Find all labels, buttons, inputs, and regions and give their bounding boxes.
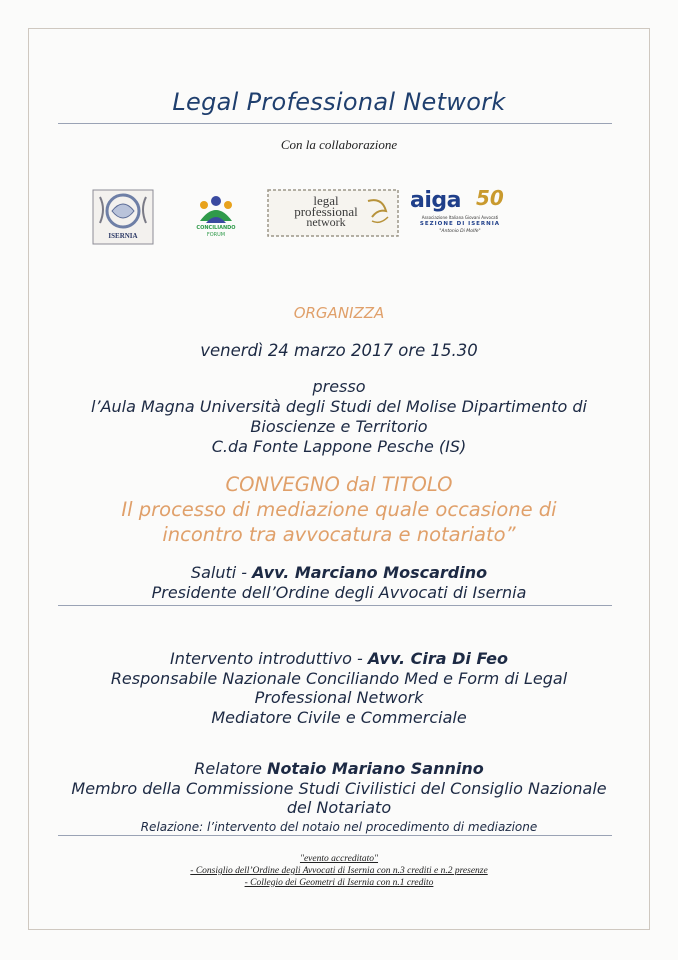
conciliando-logo-label: CONCILIANDO [196, 225, 236, 231]
isernia-bar-logo-label: ISERNIA [108, 232, 138, 240]
aiga-logo-line3: "Antonio Di Molfe" [439, 229, 481, 234]
relatore-name: Notaio Mariano Sannino [267, 759, 484, 778]
accreditation-footer [0, 853, 678, 889]
relatore-block [0, 759, 678, 837]
saluti-divider [58, 605, 612, 606]
venue-line-1: l’Aula Magna Università degli Studi del Molise Dipartimento di [91, 397, 587, 416]
conciliando-logo [192, 195, 240, 239]
footer-line-2: - Consiglio dell’Ordine degli Avvocati di Isernia con n.3 crediti e n.2 presenze [190, 866, 488, 876]
venue-line-2: Bioscienze e Territorio [250, 417, 428, 436]
footer-line-3: - Collegio dei Geometri di Isernia con n.1 credito [244, 878, 434, 888]
legal-professional-network-logo [266, 187, 400, 239]
lpn-logo-line1: legal [313, 193, 339, 208]
convegno-line-1: CONVEGNO dal TITOLO [225, 473, 453, 496]
aiga-logo-line1: Associazione Italiana Giovani Avvocati [421, 215, 499, 220]
collaboration-label: Con la collaborazione [280, 137, 398, 152]
lpn-logo-line2: professional [294, 204, 358, 219]
footer-line-1: "evento accreditato" [299, 854, 379, 864]
presso-label: presso [312, 377, 366, 396]
aiga-logo-brand: aiga [410, 188, 461, 213]
intro-role-2: Professional Network [254, 688, 424, 707]
relatore-prefix: Relatore [194, 759, 268, 778]
isernia-bar-logo [92, 189, 154, 245]
saluti-prefix: Saluti - [190, 563, 253, 582]
convegno-line-2: Il processo di mediazione quale occasione di [121, 498, 557, 521]
saluti-name: Avv. Marciano Moscardino [252, 563, 488, 582]
event-date: venerdì 24 marzo 2017 ore 15.30 [200, 341, 478, 360]
relatore-role-2: del Notariato [286, 798, 392, 817]
venue-line-3: C.da Fonte Lappone Pesche (IS) [211, 437, 467, 456]
saluti-role: Presidente dell’Ordine degli Avvocati di Isernia [151, 582, 527, 602]
convegno-line-3: incontro tra avvocatura e notariato” [162, 523, 516, 546]
intro-prefix: Intervento introduttivo - [170, 649, 368, 668]
page-title: Legal Professional Network [172, 88, 506, 116]
organizza-label: ORGANIZZA [293, 304, 385, 322]
aiga-logo-anniversary: 50 [476, 186, 504, 210]
intro-block [0, 649, 678, 727]
relatore-role-1: Membro della Commissione Studi Civilistici del Consiglio Nazionale [71, 778, 607, 798]
intro-role-1: Responsabile Nazionale Conciliando Med e Form di Legal [110, 668, 568, 688]
saluti-speaker [0, 563, 678, 583]
intro-name: Avv. Cira Di Feo [367, 649, 508, 668]
relatore-divider [58, 835, 612, 836]
relatore-relazione: Relazione: l’intervento del notaio nel procedimento di mediazione [140, 819, 538, 834]
aiga-logo [410, 188, 510, 242]
conciliando-logo-sublabel: FORUM [206, 232, 226, 238]
intro-role-3: Mediatore Civile e Commerciale [211, 707, 467, 727]
intro-speaker [0, 649, 678, 669]
aiga-logo-line2: SEZIONE DI ISERNIA [419, 221, 501, 227]
title-divider [58, 123, 612, 124]
relatore-speaker [0, 759, 678, 779]
event-venue [0, 377, 678, 457]
saluti-block [0, 563, 678, 602]
convegno-title [0, 472, 678, 547]
lpn-logo-line3: network [306, 215, 346, 229]
